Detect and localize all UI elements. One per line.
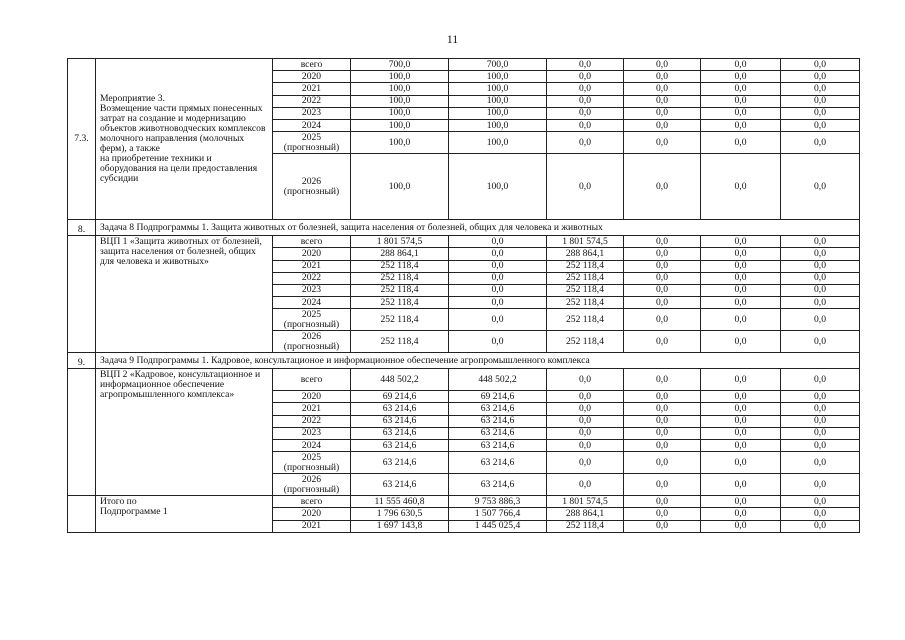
amount-cell: 0,0 [624, 95, 701, 107]
amount-cell: 0,0 [701, 331, 781, 353]
year-cell: 2020 [273, 248, 351, 260]
year-cell: 2026 (прогнозный) [273, 331, 351, 353]
amount-cell: 100,0 [449, 154, 547, 220]
amount-cell: 0,0 [624, 474, 701, 496]
amount-cell: 0,0 [701, 95, 781, 107]
row-number [68, 496, 96, 533]
program-name: Итого по Подпрограмме 1 [96, 496, 273, 533]
program-name: ВЦП 2 «Кадровое, консультационное и информационное обеспечение агропромышленного комплекса» [96, 369, 273, 496]
amount-cell: 63 214,6 [449, 452, 547, 474]
amount-cell: 252 118,4 [547, 331, 624, 353]
amount-cell: 100,0 [449, 119, 547, 131]
amount-cell: 0,0 [449, 236, 547, 248]
amount-cell: 100,0 [351, 95, 449, 107]
row-number [68, 369, 96, 496]
year-cell: всего [273, 369, 351, 391]
amount-cell: 0,0 [547, 107, 624, 119]
amount-cell: 0,0 [624, 496, 701, 508]
amount-cell: 0,0 [701, 309, 781, 331]
row-number [68, 236, 96, 353]
amount-cell: 0,0 [781, 474, 860, 496]
amount-cell: 252 118,4 [351, 284, 449, 296]
amount-cell: 252 118,4 [351, 260, 449, 272]
amount-cell: 0,0 [701, 83, 781, 95]
amount-cell: 0,0 [449, 284, 547, 296]
amount-cell: 0,0 [781, 496, 860, 508]
amount-cell: 0,0 [624, 83, 701, 95]
amount-cell: 0,0 [701, 474, 781, 496]
year-cell: 2021 [273, 403, 351, 415]
amount-cell: 0,0 [701, 284, 781, 296]
amount-cell: 0,0 [449, 260, 547, 272]
program-name: Мероприятие 3. Возмещение части прямых понесенных затрат на создание и модернизацию объектов животноводческих комплексов молочного направления (молочных ферм), а также на приобретение техники и оборудования на цели предоставления субсидии [96, 59, 273, 220]
amount-cell: 63 214,6 [351, 403, 449, 415]
amount-cell: 0,0 [449, 297, 547, 309]
amount-cell: 63 214,6 [351, 440, 449, 452]
year-cell: 2023 [273, 107, 351, 119]
table-row [68, 496, 860, 508]
amount-cell: 0,0 [701, 496, 781, 508]
amount-cell: 0,0 [781, 107, 860, 119]
amount-cell: 0,0 [701, 391, 781, 403]
amount-cell: 0,0 [449, 248, 547, 260]
program-name: ВЦП 1 «Защита животных от болезней, защита населения от болезней, общих для человека и животных» [96, 236, 273, 353]
amount-cell: 0,0 [781, 369, 860, 391]
amount-cell: 0,0 [624, 331, 701, 353]
amount-cell: 0,0 [624, 248, 701, 260]
year-cell: 2022 [273, 272, 351, 284]
amount-cell: 0,0 [547, 154, 624, 220]
amount-cell: 0,0 [547, 369, 624, 391]
amount-cell: 700,0 [351, 59, 449, 71]
amount-cell: 0,0 [701, 248, 781, 260]
year-cell: 2025 (прогнозный) [273, 132, 351, 154]
amount-cell: 0,0 [547, 440, 624, 452]
amount-cell: 0,0 [624, 154, 701, 220]
amount-cell: 0,0 [781, 95, 860, 107]
amount-cell: 100,0 [449, 71, 547, 83]
amount-cell: 0,0 [701, 297, 781, 309]
amount-cell: 0,0 [624, 132, 701, 154]
amount-cell: 1 697 143,8 [351, 520, 449, 532]
amount-cell: 252 118,4 [547, 309, 624, 331]
amount-cell: 0,0 [624, 284, 701, 296]
year-cell: 2025 (прогнозный) [273, 309, 351, 331]
amount-cell: 252 118,4 [547, 260, 624, 272]
task-row [68, 353, 860, 369]
year-cell: 2021 [273, 83, 351, 95]
amount-cell: 0,0 [547, 83, 624, 95]
amount-cell: 288 864,1 [547, 248, 624, 260]
amount-cell: 0,0 [781, 83, 860, 95]
year-cell: 2026 (прогнозный) [273, 154, 351, 220]
year-cell: 2020 [273, 391, 351, 403]
year-cell: 2021 [273, 260, 351, 272]
amount-cell: 0,0 [701, 427, 781, 439]
amount-cell: 0,0 [781, 119, 860, 131]
row-number: 8. [68, 220, 96, 236]
amount-cell: 0,0 [547, 452, 624, 474]
amount-cell: 100,0 [351, 132, 449, 154]
amount-cell: 252 118,4 [351, 297, 449, 309]
amount-cell: 63 214,6 [351, 474, 449, 496]
amount-cell: 0,0 [624, 260, 701, 272]
amount-cell: 0,0 [781, 508, 860, 520]
amount-cell: 0,0 [449, 331, 547, 353]
amount-cell: 0,0 [449, 309, 547, 331]
amount-cell: 252 118,4 [351, 331, 449, 353]
amount-cell: 9 753 886,3 [449, 496, 547, 508]
amount-cell: 0,0 [701, 452, 781, 474]
amount-cell: 0,0 [624, 415, 701, 427]
amount-cell: 0,0 [781, 331, 860, 353]
amount-cell: 69 214,6 [449, 391, 547, 403]
amount-cell: 0,0 [624, 440, 701, 452]
amount-cell: 0,0 [781, 71, 860, 83]
amount-cell: 0,0 [781, 297, 860, 309]
amount-cell: 0,0 [781, 154, 860, 220]
amount-cell: 0,0 [624, 71, 701, 83]
amount-cell: 0,0 [624, 297, 701, 309]
amount-cell: 0,0 [624, 59, 701, 71]
year-cell: 2024 [273, 297, 351, 309]
year-cell: всего [273, 59, 351, 71]
year-cell: всего [273, 496, 351, 508]
amount-cell: 0,0 [547, 427, 624, 439]
amount-cell: 0,0 [701, 260, 781, 272]
amount-cell: 252 118,4 [547, 520, 624, 532]
year-cell: 2022 [273, 95, 351, 107]
amount-cell: 0,0 [781, 440, 860, 452]
amount-cell: 0,0 [547, 403, 624, 415]
amount-cell: 63 214,6 [449, 415, 547, 427]
amount-cell: 0,0 [701, 369, 781, 391]
amount-cell: 0,0 [624, 119, 701, 131]
amount-cell: 0,0 [624, 107, 701, 119]
amount-cell: 0,0 [781, 520, 860, 532]
amount-cell: 0,0 [547, 71, 624, 83]
year-cell: 2024 [273, 440, 351, 452]
year-cell: 2020 [273, 71, 351, 83]
amount-cell: 0,0 [701, 520, 781, 532]
year-cell: 2025 (прогнозный) [273, 452, 351, 474]
amount-cell: 700,0 [449, 59, 547, 71]
year-cell: 2022 [273, 415, 351, 427]
amount-cell: 0,0 [701, 119, 781, 131]
amount-cell: 100,0 [449, 83, 547, 95]
amount-cell: 0,0 [781, 132, 860, 154]
amount-cell: 63 214,6 [449, 474, 547, 496]
row-number: 7.3. [68, 59, 96, 220]
amount-cell: 11 555 460,8 [351, 496, 449, 508]
amount-cell: 252 118,4 [547, 297, 624, 309]
amount-cell: 0,0 [701, 508, 781, 520]
task-title: Задача 8 Подпрограммы 1. Защита животных от болезней, защита населения от болезней, общих для человека и животных [96, 220, 860, 236]
amount-cell: 252 118,4 [351, 309, 449, 331]
row-number: 9. [68, 353, 96, 369]
amount-cell: 0,0 [624, 391, 701, 403]
amount-cell: 0,0 [624, 520, 701, 532]
amount-cell: 0,0 [701, 440, 781, 452]
amount-cell: 0,0 [701, 132, 781, 154]
budget-table [67, 58, 860, 533]
amount-cell: 0,0 [547, 474, 624, 496]
amount-cell: 252 118,4 [547, 272, 624, 284]
amount-cell: 0,0 [781, 248, 860, 260]
amount-cell: 0,0 [701, 415, 781, 427]
amount-cell: 1 801 574,5 [351, 236, 449, 248]
amount-cell: 0,0 [547, 391, 624, 403]
amount-cell: 1 796 630,5 [351, 508, 449, 520]
amount-cell: 1 507 766,4 [449, 508, 547, 520]
amount-cell: 100,0 [351, 119, 449, 131]
amount-cell: 0,0 [701, 71, 781, 83]
amount-cell: 252 118,4 [351, 272, 449, 284]
table-body [68, 59, 860, 533]
amount-cell: 0,0 [781, 236, 860, 248]
amount-cell: 0,0 [781, 272, 860, 284]
amount-cell: 448 502,2 [351, 369, 449, 391]
year-cell: 2021 [273, 520, 351, 532]
year-cell: 2026 (прогнозный) [273, 474, 351, 496]
amount-cell: 0,0 [781, 284, 860, 296]
amount-cell: 100,0 [449, 132, 547, 154]
task-row [68, 220, 860, 236]
table-row [68, 369, 860, 391]
amount-cell: 0,0 [547, 119, 624, 131]
amount-cell: 0,0 [547, 59, 624, 71]
amount-cell: 63 214,6 [449, 427, 547, 439]
page-number: 11 [446, 32, 459, 46]
amount-cell: 1 801 574,5 [547, 236, 624, 248]
year-cell: всего [273, 236, 351, 248]
amount-cell: 0,0 [624, 452, 701, 474]
amount-cell: 0,0 [701, 403, 781, 415]
amount-cell: 0,0 [701, 59, 781, 71]
amount-cell: 0,0 [781, 403, 860, 415]
amount-cell: 0,0 [701, 236, 781, 248]
task-title: Задача 9 Подпрограммы 1. Кадровое, консультационое и информационное обеспечение агропромышленного комплекса [96, 353, 860, 369]
year-cell: 2023 [273, 284, 351, 296]
amount-cell: 1 445 025,4 [449, 520, 547, 532]
amount-cell: 0,0 [624, 403, 701, 415]
amount-cell: 63 214,6 [351, 452, 449, 474]
amount-cell: 252 118,4 [547, 284, 624, 296]
amount-cell: 0,0 [781, 452, 860, 474]
amount-cell: 0,0 [624, 369, 701, 391]
amount-cell: 0,0 [547, 95, 624, 107]
amount-cell: 100,0 [351, 83, 449, 95]
amount-cell: 0,0 [701, 107, 781, 119]
amount-cell: 0,0 [547, 415, 624, 427]
amount-cell: 0,0 [781, 415, 860, 427]
amount-cell: 100,0 [351, 71, 449, 83]
year-cell: 2024 [273, 119, 351, 131]
table-row [68, 59, 860, 71]
amount-cell: 0,0 [624, 427, 701, 439]
amount-cell: 288 864,1 [547, 508, 624, 520]
amount-cell: 63 214,6 [351, 427, 449, 439]
amount-cell: 0,0 [701, 272, 781, 284]
amount-cell: 63 214,6 [449, 440, 547, 452]
year-cell: 2023 [273, 427, 351, 439]
table-row [68, 236, 860, 248]
amount-cell: 288 864,1 [351, 248, 449, 260]
amount-cell: 1 801 574,5 [547, 496, 624, 508]
amount-cell: 0,0 [781, 391, 860, 403]
amount-cell: 100,0 [449, 107, 547, 119]
amount-cell: 100,0 [449, 95, 547, 107]
amount-cell: 0,0 [781, 427, 860, 439]
amount-cell: 0,0 [701, 154, 781, 220]
amount-cell: 100,0 [351, 154, 449, 220]
amount-cell: 0,0 [781, 59, 860, 71]
amount-cell: 0,0 [624, 236, 701, 248]
amount-cell: 448 502,2 [449, 369, 547, 391]
amount-cell: 69 214,6 [351, 391, 449, 403]
amount-cell: 0,0 [624, 309, 701, 331]
year-cell: 2020 [273, 508, 351, 520]
amount-cell: 0,0 [781, 260, 860, 272]
amount-cell: 0,0 [624, 272, 701, 284]
amount-cell: 100,0 [351, 107, 449, 119]
amount-cell: 0,0 [624, 508, 701, 520]
amount-cell: 0,0 [547, 132, 624, 154]
amount-cell: 63 214,6 [449, 403, 547, 415]
amount-cell: 0,0 [781, 309, 860, 331]
amount-cell: 63 214,6 [351, 415, 449, 427]
amount-cell: 0,0 [449, 272, 547, 284]
